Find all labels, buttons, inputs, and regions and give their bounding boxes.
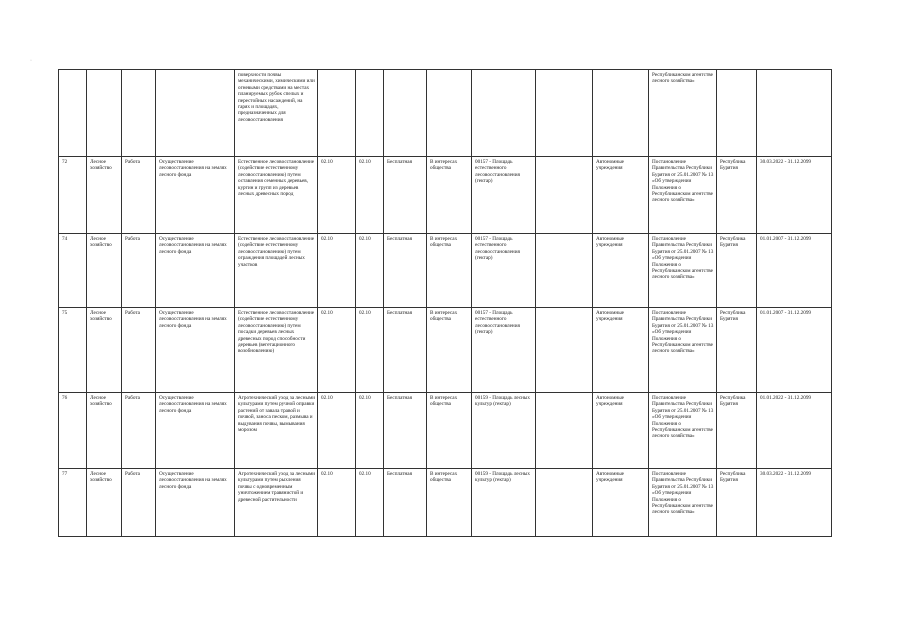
region-cell: Республика Бурятия <box>717 469 757 537</box>
interest-cell: В интересах общества <box>427 234 472 308</box>
region-cell: Республика Бурятия <box>717 157 757 234</box>
activity-cell: Осуществление лесовосстановления на землях лесного фонда <box>156 469 235 537</box>
description-cell: Агротехнический уход за лесными культурами путем ручной оправки растений от завала травой и почвой, заноса песком, размыва и выдувания почвы, вымывания морозом <box>235 393 318 469</box>
institution-type-cell: Автономные учреждения <box>593 234 649 308</box>
table-row <box>59 308 832 393</box>
kind-cell: Работа <box>122 157 156 234</box>
payment-cell: Бесплатная <box>384 234 427 308</box>
validity-dates-cell: 01.01.2022 - 31.12.2099 <box>757 393 832 469</box>
measure-unit-cell: 00159 - Площадь лесных культур (гектар) <box>472 469 536 537</box>
kind-cell: Работа <box>122 234 156 308</box>
description-cell: Естественное лесовосстановление (содействие естественному лесовосстановлению) путем ограждения площадей лесных участков <box>235 234 318 308</box>
activity-cell: Осуществление лесовосстановления на землях лесного фонда <box>156 157 235 234</box>
code-cell <box>318 70 356 157</box>
empty-cell <box>536 393 593 469</box>
code-cell <box>356 70 384 157</box>
institution-type-cell: Автономные учреждения <box>593 157 649 234</box>
sector-cell: Лесное хозяйство <box>87 393 122 469</box>
empty-cell <box>536 157 593 234</box>
row-number-cell: 75 <box>59 308 87 393</box>
sector-cell: Лесное хозяйство <box>87 469 122 537</box>
description-cell: Естественное лесовосстановление (содействие естественному лесовосстановлению) путем посадки деревьев лесных древесных пород способности деревьев (вегетационного возобновлению) <box>235 308 318 393</box>
legal-basis-cell: Постановление Правительства Республики Бурятия от 25.01.2007 № 13 «Об утверждении Положения о Республиканском агентстве лесного хозяйства» <box>649 234 717 308</box>
code-cell: 02.10 <box>356 157 384 234</box>
legal-basis-cell: Постановление Правительства Республики Бурятия от 25.01.2007 № 13 «Об утверждении Положения о Республиканском агентстве лесного хозяйства» <box>649 308 717 393</box>
sector-cell <box>87 70 122 157</box>
row-number-cell: 77 <box>59 469 87 537</box>
legal-basis-cell: Постановление Правительства Республики Бурятия от 25.01.2007 № 13 «Об утверждении Положения о Республиканском агентстве лесного хозяйства» <box>649 393 717 469</box>
institution-type-cell: Автономные учреждения <box>593 469 649 537</box>
interest-cell <box>427 70 472 157</box>
payment-cell <box>384 70 427 157</box>
code-cell: 02.10 <box>318 308 356 393</box>
services-register-table <box>58 69 832 537</box>
institution-type-cell <box>593 70 649 157</box>
legal-basis-cell: Постановление Правительства Республики Бурятия от 25.01.2007 № 13 «Об утверждении Положения о Республиканском агентстве лесного хозяйства» <box>649 157 717 234</box>
kind-cell: Работа <box>122 308 156 393</box>
kind-cell: Работа <box>122 393 156 469</box>
validity-dates-cell: 30.03.2022 - 31.12.2099 <box>757 469 832 537</box>
code-cell: 02.10 <box>356 393 384 469</box>
row-number-cell: 76 <box>59 393 87 469</box>
description-cell: поверхности почвы механическими, химическими или огневыми средствами на местах планируемых рубок спелых и перестойных насаждений, на гарях и площадях, предназначенных для лесовосстановления <box>235 70 318 157</box>
activity-cell: Осуществление лесовосстановления на землях лесного фонда <box>156 234 235 308</box>
kind-cell <box>122 70 156 157</box>
table-row <box>59 70 832 157</box>
region-cell <box>717 70 757 157</box>
code-cell: 02.10 <box>356 234 384 308</box>
payment-cell: Бесплатная <box>384 157 427 234</box>
interest-cell: В интересах общества <box>427 308 472 393</box>
measure-unit-cell: 00157 - Площадь естественного лесовосстановления (гектар) <box>472 308 536 393</box>
measure-unit-cell: 00157 - Площадь естественного лесовосстановления (гектар) <box>472 234 536 308</box>
activity-cell: Осуществление лесовосстановления на землях лесного фонда <box>156 308 235 393</box>
code-cell: 02.10 <box>318 393 356 469</box>
code-cell: 02.10 <box>356 308 384 393</box>
row-number-cell <box>59 70 87 157</box>
description-cell: Естественное лесовосстановление (содействие естественному лесовосстановлению) путем оставления семенных деревьев, куртин и групп из деревьев лесных древесных пород <box>235 157 318 234</box>
empty-cell <box>536 70 593 157</box>
validity-dates-cell: 30.03.2022 - 31.12.2099 <box>757 157 832 234</box>
table-row <box>59 469 832 537</box>
payment-cell: Бесплатная <box>384 393 427 469</box>
sector-cell: Лесное хозяйство <box>87 157 122 234</box>
validity-dates-cell: 01.01.2007 - 31.12.2099 <box>757 234 832 308</box>
interest-cell: В интересах общества <box>427 469 472 537</box>
empty-cell <box>536 469 593 537</box>
validity-dates-cell <box>757 70 832 157</box>
sector-cell: Лесное хозяйство <box>87 308 122 393</box>
row-number-cell: 74 <box>59 234 87 308</box>
region-cell: Республика Бурятия <box>717 234 757 308</box>
empty-cell <box>536 308 593 393</box>
payment-cell: Бесплатная <box>384 469 427 537</box>
activity-cell <box>156 70 235 157</box>
legal-basis-cell: Постановление Правительства Республики Бурятия от 25.01.2007 № 13 «Об утверждении Положения о Республиканском агентстве лесного хозяйства» <box>649 469 717 537</box>
empty-cell <box>536 234 593 308</box>
interest-cell: В интересах общества <box>427 157 472 234</box>
measure-unit-cell: 00159 - Площадь лесных культур (гектар) <box>472 393 536 469</box>
table-row <box>59 393 832 469</box>
payment-cell: Бесплатная <box>384 308 427 393</box>
region-cell: Республика Бурятия <box>717 393 757 469</box>
description-cell: Агротехнический уход за лесными культурами путем рыхления почвы с одновременным уничтожением травянистой и древесной растительности <box>235 469 318 537</box>
code-cell: 02.10 <box>318 469 356 537</box>
sector-cell: Лесное хозяйство <box>87 234 122 308</box>
code-cell: 02.10 <box>318 234 356 308</box>
validity-dates-cell: 01.01.2007 - 31.12.2099 <box>757 308 832 393</box>
measure-unit-cell: 00157 - Площадь естественного лесовосстановления (гектар) <box>472 157 536 234</box>
row-number-cell: 72 <box>59 157 87 234</box>
legal-basis-cell: Республиканском агентстве лесного хозяйства» <box>649 70 717 157</box>
kind-cell: Работа <box>122 469 156 537</box>
interest-cell: В интересах общества <box>427 393 472 469</box>
measure-unit-cell <box>472 70 536 157</box>
institution-type-cell: Автономные учреждения <box>593 308 649 393</box>
activity-cell: Осуществление лесовосстановления на землях лесного фонда <box>156 393 235 469</box>
institution-type-cell: Автономные учреждения <box>593 393 649 469</box>
code-cell: 02.10 <box>318 157 356 234</box>
table-row <box>59 157 832 234</box>
region-cell: Республика Бурятия <box>717 308 757 393</box>
page-mark: · <box>30 58 32 64</box>
code-cell: 02.10 <box>356 469 384 537</box>
table-row <box>59 234 832 308</box>
